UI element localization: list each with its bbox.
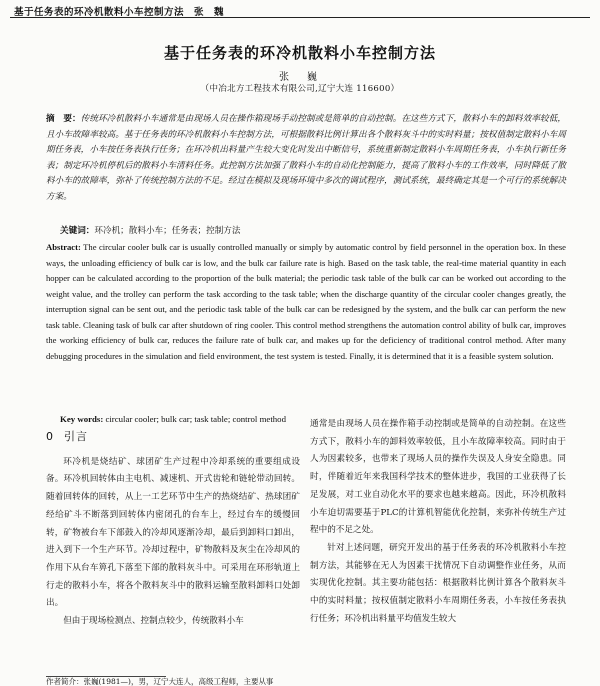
running-header xyxy=(14,4,584,18)
english-keywords-label: Key words: xyxy=(60,414,104,424)
header-rule xyxy=(10,17,590,18)
paper-author: 张 巍 xyxy=(279,72,321,83)
section-title: 引言 xyxy=(64,430,88,443)
section-heading-introduction xyxy=(46,428,300,446)
running-header-author: 张 魏 xyxy=(194,7,225,18)
chinese-abstract-label: 摘 要： xyxy=(46,114,81,124)
english-abstract-label: Abstract: xyxy=(46,242,81,252)
author-affiliation: （中冶北方工程技术有限公司,辽宁大连 116600） xyxy=(200,84,400,94)
english-abstract xyxy=(46,240,566,364)
chinese-abstract xyxy=(46,112,566,206)
english-abstract-text: The circular cooler bulk car is usually controlled manually or simply by automatic control by field personnel in the operation box. In these ways, the unloading efficiency of bulk car is low, and the bulk car failure rate is high. Based on the task table, the real-time material quantity in each hopper can be calculated according to the proportion of the bulk material; the periodic task table of the bulk car can be worked out according to the weight value, and the trolley can perform the task according to the task table; when the discharge quantity of the circular cooler changes greatly, the interruption signal can be sent out, and the periodic task table of the bulk car can be redesigned by the system, and the bulk car can perform the new task table. Cleaning task of bulk car after shutdown of ring cooler. This control method strengthens the automation control ability of bulk car, improves the working efficiency of bulk car, reduces the failure rate of bulk car, and makes up for the deficiency of traditional control method. After many debugging procedures in the simulation and field environment, the test system is tested. Finally, it is determined that it is a feasible system solution. xyxy=(46,242,566,361)
author-footnote: 作者简介：张巍(1981—)，男，辽宁大连人，高级工程师，主要从事 xyxy=(46,677,274,686)
body-column-left xyxy=(46,428,300,631)
body-paragraph: 但由于现场检测点、控制点较少，传统散料小车 xyxy=(63,616,244,627)
body-column-right xyxy=(310,416,566,628)
english-keywords-text: circular cooler; bulk car; task table; control method xyxy=(105,414,286,424)
chinese-keywords-label: 关键词： xyxy=(60,226,95,236)
body-paragraph: 环冷机是烧结矿、球团矿生产过程中冷却系统的重要组成设备。环冷机回转体由主电机、减速机、开式齿轮和链轮带动回转。随着回转体的回转，从上一工艺环节中生产的热烧结矿、热球团矿经给矿斗不断落到回转体内密闭孔的台车上，经过台车的缓慢回转，矿物被台车下部鼓入的冷却风逐渐冷却，最后到卸料口卸出，进入到下一个生产环节。冷却过程中，矿物散料及灰尘在冷却风的作用下从台车箅孔下落至下部的散料灰斗中。可采用在环形轨道上行走的散料小车，将各个散料灰斗中的散料运输至散料卸料口处卸出。 xyxy=(46,456,300,609)
chinese-keywords xyxy=(60,224,560,238)
running-header-title: 基于任务表的环冷机散料小车控制方法 xyxy=(14,7,185,18)
body-paragraph: 针对上述问题，研究开发出的基于任务表的环冷机散料小车控制方法，其能够在无人为因素干扰情况下自动调整作业任务，从而实现优化控制。其主要功能包括：根据散料比例计算各个散料灰斗中的实时料量；按权值制定散料小车周期任务表，小车按任务表执行任务；环冷机出料量平均值发生较大 xyxy=(310,542,566,624)
body-paragraph: 通常是由现场人员在操作箱手动控制或是简单的自动控制。在这些方式下，散料小车的卸料效率较低，且小车故障率较高。同时由于人为因素较多，也带来了现场人员的操作失误及人身安全隐患。同时，伴随着近年来我国科学技术的整体进步，我国的工业获得了长足发展，对工业自动化水平的要求也越来越高。因此，环冷机散料小车迫切需要基于PLC的计算机智能优化控制，来弥补传统生产过程中的不足之处。 xyxy=(310,419,566,536)
chinese-abstract-text: 传统环冷机散料小车通常是由现场人员在操作箱现场手动控制或是简单的自动控制。在这些方式下，散料小车的卸料效率较低，且小车故障率较高。基于任务表的环冷机散料小车控制方法，可根据散料比例计算出各个散料灰斗中的实时料量；按权值制定散料小车周期任务表，小车按任务表执行任务；在环冷机出料量产生较大变化时发出中断信号，系统重新制定散料小车周期任务表，小车执行新任务表；制定环冷机停机后的散料小车清料任务。此控制方法加强了散料小车的自动化控制能力，提高了散料小车的工作效率，同时降低了散料小车的故障率，弥补了传统控制方法的不足。经过在模拟及现场环境中多次的调试程序，测试系统，最终确定其是一个可行的系统解决方案。 xyxy=(46,114,566,202)
paper-title: 基于任务表的环冷机散料小车控制方法 xyxy=(163,44,436,62)
chinese-keywords-text: 环冷机；散料小车；任务表；控制方法 xyxy=(94,226,241,236)
section-number: 0 xyxy=(46,430,54,443)
